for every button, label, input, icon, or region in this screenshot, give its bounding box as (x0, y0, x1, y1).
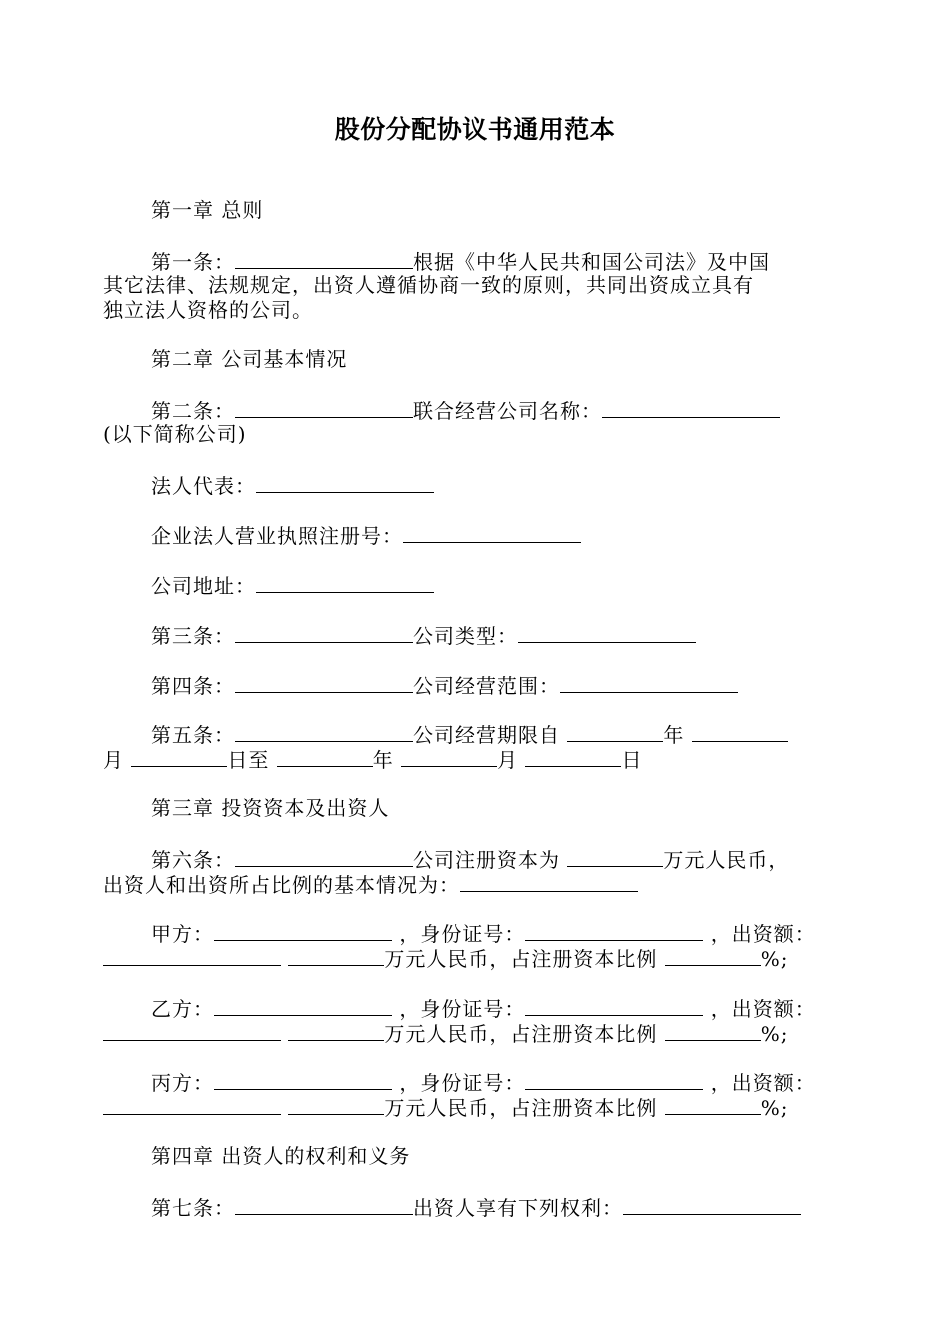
blank-line[interactable] (235, 846, 413, 867)
party-a-line2: 万元人民币，占注册资本比例 %; (103, 945, 850, 972)
article-7: 第七条： 出资人享有下列权利： (103, 1194, 850, 1221)
article-3: 第三条： 公司类型： (103, 622, 850, 649)
blank-line[interactable] (525, 995, 703, 1016)
article-5-line2: 月 日至 年 月 日 (103, 748, 643, 772)
party-c-line2: 万元人民币，占注册资本比例 %; (103, 1094, 850, 1121)
blank-line[interactable] (288, 1020, 384, 1041)
company-name-blank[interactable] (602, 397, 780, 418)
blank-line[interactable] (460, 871, 638, 892)
blank-line[interactable] (525, 1069, 703, 1090)
chapter-2-heading: 第二章 公司基本情况 (151, 347, 348, 371)
article-6-line2: 出资人和出资所占比例的基本情况为： (103, 871, 850, 898)
blank-line[interactable] (560, 672, 738, 693)
blank-line[interactable] (665, 1020, 761, 1041)
blank-line[interactable] (518, 622, 696, 643)
blank-line[interactable] (277, 746, 373, 767)
article-4: 第四条： 公司经营范围： (103, 672, 850, 699)
blank-line[interactable] (235, 397, 413, 418)
blank-line[interactable] (525, 746, 621, 767)
blank-line[interactable] (665, 945, 761, 966)
blank-line[interactable] (214, 995, 392, 1016)
blank-line[interactable] (692, 721, 788, 742)
article-1-line2: 其它法律、法规规定，出资人遵循协商一致的原则，共同出资成立具有 (103, 273, 754, 297)
blank-line[interactable] (103, 1020, 281, 1041)
blank-line[interactable] (235, 1194, 413, 1215)
blank-line[interactable] (214, 1069, 392, 1090)
company-address: 公司地址： (103, 572, 850, 599)
blank-line[interactable] (665, 1094, 761, 1115)
party-a: 甲方： ，身份证号： ，出资额： (151, 922, 816, 946)
article-2: 第二条： 联合经营公司名称： (103, 397, 850, 424)
chapter-4-heading: 第四章 出资人的权利和义务 (151, 1144, 411, 1168)
blank-line[interactable] (401, 746, 497, 767)
blank-line[interactable] (525, 920, 703, 941)
party-b: 乙方： ，身份证号： ，出资额： (151, 997, 816, 1021)
article-6: 第六条： 公司注册资本为 万元人民币， (151, 848, 790, 872)
document-title: 股份分配协议书通用范本 (334, 115, 616, 144)
blank-line[interactable] (567, 846, 663, 867)
blank-line[interactable] (256, 572, 434, 593)
blank-line[interactable] (103, 945, 281, 966)
blank-line[interactable] (288, 945, 384, 966)
blank-line[interactable] (403, 522, 581, 543)
blank-line[interactable] (623, 1194, 801, 1215)
blank-line[interactable] (235, 672, 413, 693)
article-2-line2: (以下简称公司) (103, 422, 247, 446)
party-c: 丙方： ，身份证号： ，出资额： (151, 1071, 816, 1095)
blank-line[interactable] (288, 1094, 384, 1115)
blank-line[interactable] (567, 721, 663, 742)
blank-line[interactable] (235, 721, 413, 742)
blank-line[interactable] (214, 920, 392, 941)
article-5: 第五条： 公司经营期限自 年 (103, 721, 850, 748)
blank-line[interactable] (256, 472, 434, 493)
legal-representative: 法人代表： (103, 472, 850, 499)
article-1-line3: 独立法人资格的公司。 (103, 298, 313, 322)
blank-line[interactable] (103, 1094, 281, 1115)
party-b-line2: 万元人民币，占注册资本比例 %; (103, 1020, 850, 1047)
blank-line[interactable] (235, 248, 413, 269)
article-1: 第一条： 根据《中华人民共和国公司法》及中国 (151, 250, 770, 274)
chapter-1-heading: 第一章 总则 (151, 198, 264, 222)
license-number: 企业法人营业执照注册号： (103, 522, 850, 549)
blank-line[interactable] (131, 746, 227, 767)
chapter-3-heading: 第三章 投资资本及出资人 (151, 796, 390, 820)
blank-line[interactable] (235, 622, 413, 643)
